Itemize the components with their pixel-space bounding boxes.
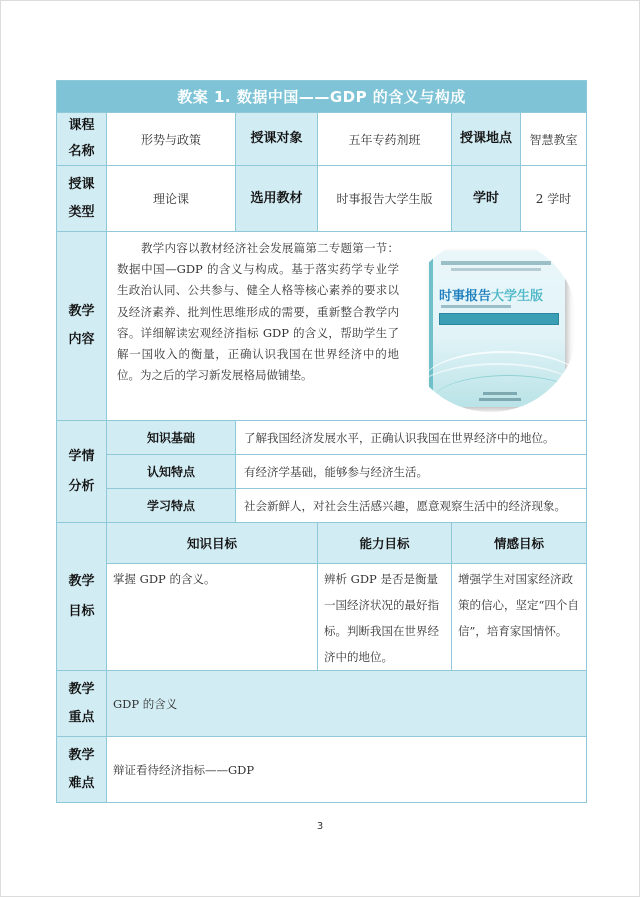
emotion-objective-header: 情感目标: [452, 523, 587, 564]
knowledge-objective-header: 知识目标: [107, 523, 318, 564]
analysis-item-value: 有经济学基础，能够参与经济生活。: [236, 455, 587, 489]
audience-label: 授课对象: [236, 113, 318, 166]
objectives-label: 教学目标: [57, 523, 107, 671]
location-value: 智慧教室: [521, 113, 587, 166]
lesson-plan-table: [56, 80, 587, 803]
analysis-item-label: 认知特点: [107, 455, 236, 489]
difficulties-value: 辩证看待经济指标——GDP: [107, 737, 587, 803]
lesson-title: 教案 1. 数据中国——GDP 的含义与构成: [57, 81, 587, 113]
course-type-value: 理论课: [107, 166, 236, 232]
course-name-label: 课程名称: [57, 113, 107, 166]
book-cover-title: 时事报告大学生版: [439, 289, 544, 304]
hours-label: 学时: [452, 166, 521, 232]
audience-value: 五年专药剂班: [318, 113, 452, 166]
book-cover: [429, 251, 565, 407]
content-cell: [107, 232, 587, 421]
course-name-value: 形势与政策: [107, 113, 236, 166]
location-label: 授课地点: [452, 113, 521, 166]
key-points-label: 教学重点: [57, 671, 107, 737]
ability-objective-header: 能力目标: [318, 523, 452, 564]
analysis-item-label: 学习特点: [107, 489, 236, 523]
analysis-item-value: 了解我国经济发展水平，正确认识我国在世界经济中的地位。: [236, 421, 587, 455]
analysis-item-label: 知识基础: [107, 421, 236, 455]
textbook-cover-image: [403, 237, 578, 412]
knowledge-objective-value: 掌握 GDP 的含义。: [107, 564, 318, 671]
content-text: 教学内容以教材经济社会发展篇第二专题第一节：数据中国—GDP 的含义与构成。基于落实药学专业学生政治认同、公共参与、健全人格等核心素养的要求以及经济素养、批判性思维形成的需要，重新整合教学内容。详细解读宏观经济指标 GDP 的含义，帮助学生了解一国收入的衡量，正确认识我国在世界经济中的地位。为之后的学习新发展格局做铺垫。: [117, 241, 399, 383]
analysis-item-value: 社会新鲜人，对社会生活感兴趣，愿意观察生活中的经济现象。: [236, 489, 587, 523]
content-label: 教学内容: [57, 232, 107, 421]
ability-objective-value: 辨析 GDP 是否是衡量一国经济状况的最好指标。判断我国在世界经济中的地位。: [318, 564, 452, 671]
course-type-label: 授课类型: [57, 166, 107, 232]
difficulties-label: 教学难点: [57, 737, 107, 803]
page-number: 3: [316, 821, 324, 832]
textbook-value: 时事报告大学生版: [318, 166, 452, 232]
emotion-objective-value: 增强学生对国家经济政策的信心，坚定“四个自信”，培育家国情怀。: [452, 564, 587, 671]
textbook-label: 选用教材: [236, 166, 318, 232]
hours-value: 2 学时: [521, 166, 587, 232]
analysis-label: 学情分析: [57, 421, 107, 523]
key-points-value: GDP 的含义: [107, 671, 587, 737]
